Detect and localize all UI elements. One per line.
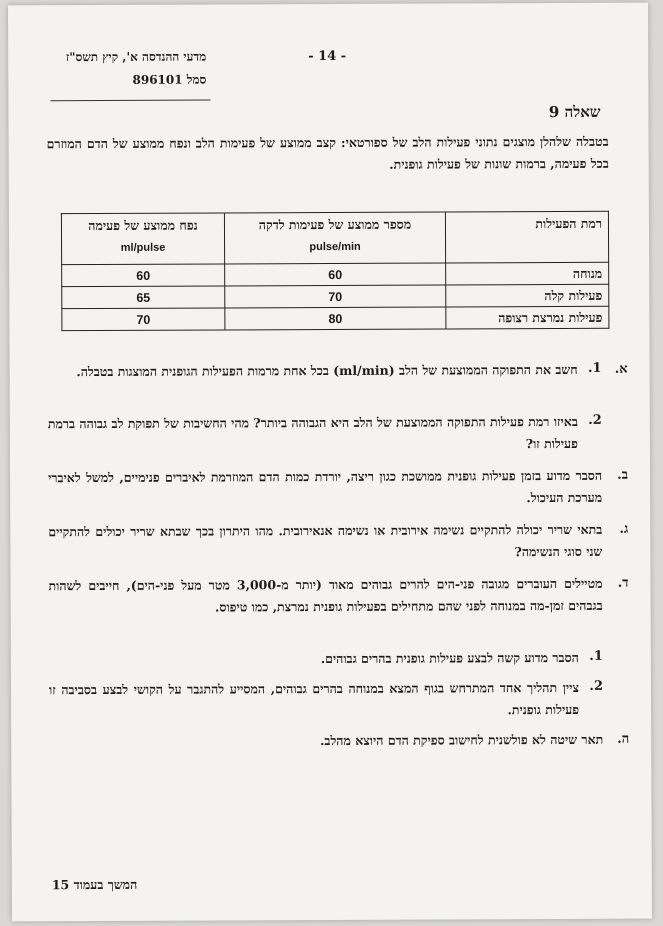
cell-volume: 70 xyxy=(62,308,225,331)
section-a1-text: חשב את התפוקה הממוצעת של הלב (ml/min) בכל אחת מרמות הפעילות הגופנית המוצגות בטבלה. xyxy=(76,361,578,380)
section-a2-text: באיזו רמת פעילות התפוקה הממוצעת של הלב היא הגבוהה ביותר? מהי החשיבות של תפוקת לב גבוהה ברמת פעילות זו? xyxy=(47,413,578,452)
table-row xyxy=(62,306,609,330)
header-volume xyxy=(61,213,224,265)
exam-page xyxy=(8,3,652,922)
section-c-label: ג. xyxy=(619,521,629,537)
course-code: סמל 896101 xyxy=(132,72,207,87)
table-row xyxy=(62,284,609,308)
section-d-text: מטיילים העוברים מגובה פני-הים להרים גבוהים מאוד (יותר מ-3,000 מטר מעל פני-הים), חייבים לשהות בגבהים זמן-מה במנוחה לפני שהם מתחילים בפעילות גופנית נמרצת, כמו טיפוס. xyxy=(48,575,603,615)
section-a1-number: 1. xyxy=(587,360,602,376)
header-pulse-unit: pulse/min xyxy=(309,240,361,254)
header-pulse-label: מספר ממוצע של פעימות לדקה xyxy=(258,216,412,233)
section-e-label: ה. xyxy=(617,731,630,747)
section-b-label: ב. xyxy=(617,467,629,483)
page-number: - 14 - xyxy=(308,48,347,65)
header-activity-label: רמת הפעילות xyxy=(535,215,602,232)
heart-data-table xyxy=(61,211,610,331)
header-activity xyxy=(445,211,608,263)
section-a-label: א. xyxy=(614,361,628,377)
table-header-row xyxy=(61,211,608,264)
section-c-text: בתאי שריר יכולה להתקיים נשימה אירובית או נשימה אנאירובית. מהו היתרון בכך שבתא שריר יכולים להתקיים שני סוגי הנשימה? xyxy=(48,521,603,560)
section-a2-number: 2. xyxy=(588,412,602,428)
section-e-text: תאר שיטה לא פולשנית לחישוב ספיקת הדם היוצא מהלב. xyxy=(320,731,604,749)
header-volume-unit: ml/pulse xyxy=(120,241,166,254)
header-rule xyxy=(50,100,210,102)
header-volume-label: נפח ממוצע של פעימה xyxy=(88,217,198,234)
continued-footer: המשך בעמוד 15 xyxy=(51,876,138,893)
cell-activity: מנוחה xyxy=(446,262,609,285)
cell-activity: פעילות נמרצת רצופה xyxy=(446,306,609,329)
header-pulse xyxy=(224,212,445,264)
cell-activity: פעילות קלה xyxy=(446,284,609,307)
section-d2-number: 2. xyxy=(589,678,604,694)
question-intro: בטבלה שלהלן מוצגים נתוני פעילות הלב של ספורטאי: קצב ממוצע של פעימות הלב ונפח ממוצע של הדם המוזרם בכל פעימה, ברמות שונות של פעילות גופנית. xyxy=(46,133,609,172)
section-b-text: הסבר מדוע בזמן פעילות גופנית ממושכת כגון ריצה, יורדת כמות הדם המוזרמת לאיברים פנימיים, למשל לאיברי מערכת העיכול. xyxy=(48,467,603,506)
question-title: שאלה 9 xyxy=(548,102,601,122)
cell-pulse: 80 xyxy=(225,307,446,330)
section-d2-text: ציין תהליך אחד המתרחש בגוף המצא במנוחה בהרים גבוהים, המסייע להתגבר על הקושי לבצע בסביבה זו פעילות גופנית. xyxy=(48,679,580,718)
cell-pulse: 70 xyxy=(225,285,446,308)
cell-volume: 65 xyxy=(62,286,225,309)
section-d-label: ד. xyxy=(617,575,629,591)
course-name: מדעי ההנדסה א', קיץ תשס"ז xyxy=(65,49,207,65)
cell-pulse: 60 xyxy=(225,263,446,286)
table-row xyxy=(62,262,609,286)
cell-volume: 60 xyxy=(62,264,225,287)
section-d1-text: הסבר מדוע קשה לבצע פעילות גופנית בהרים גבוהים. xyxy=(320,649,579,667)
section-d1-number: 1. xyxy=(589,648,603,664)
